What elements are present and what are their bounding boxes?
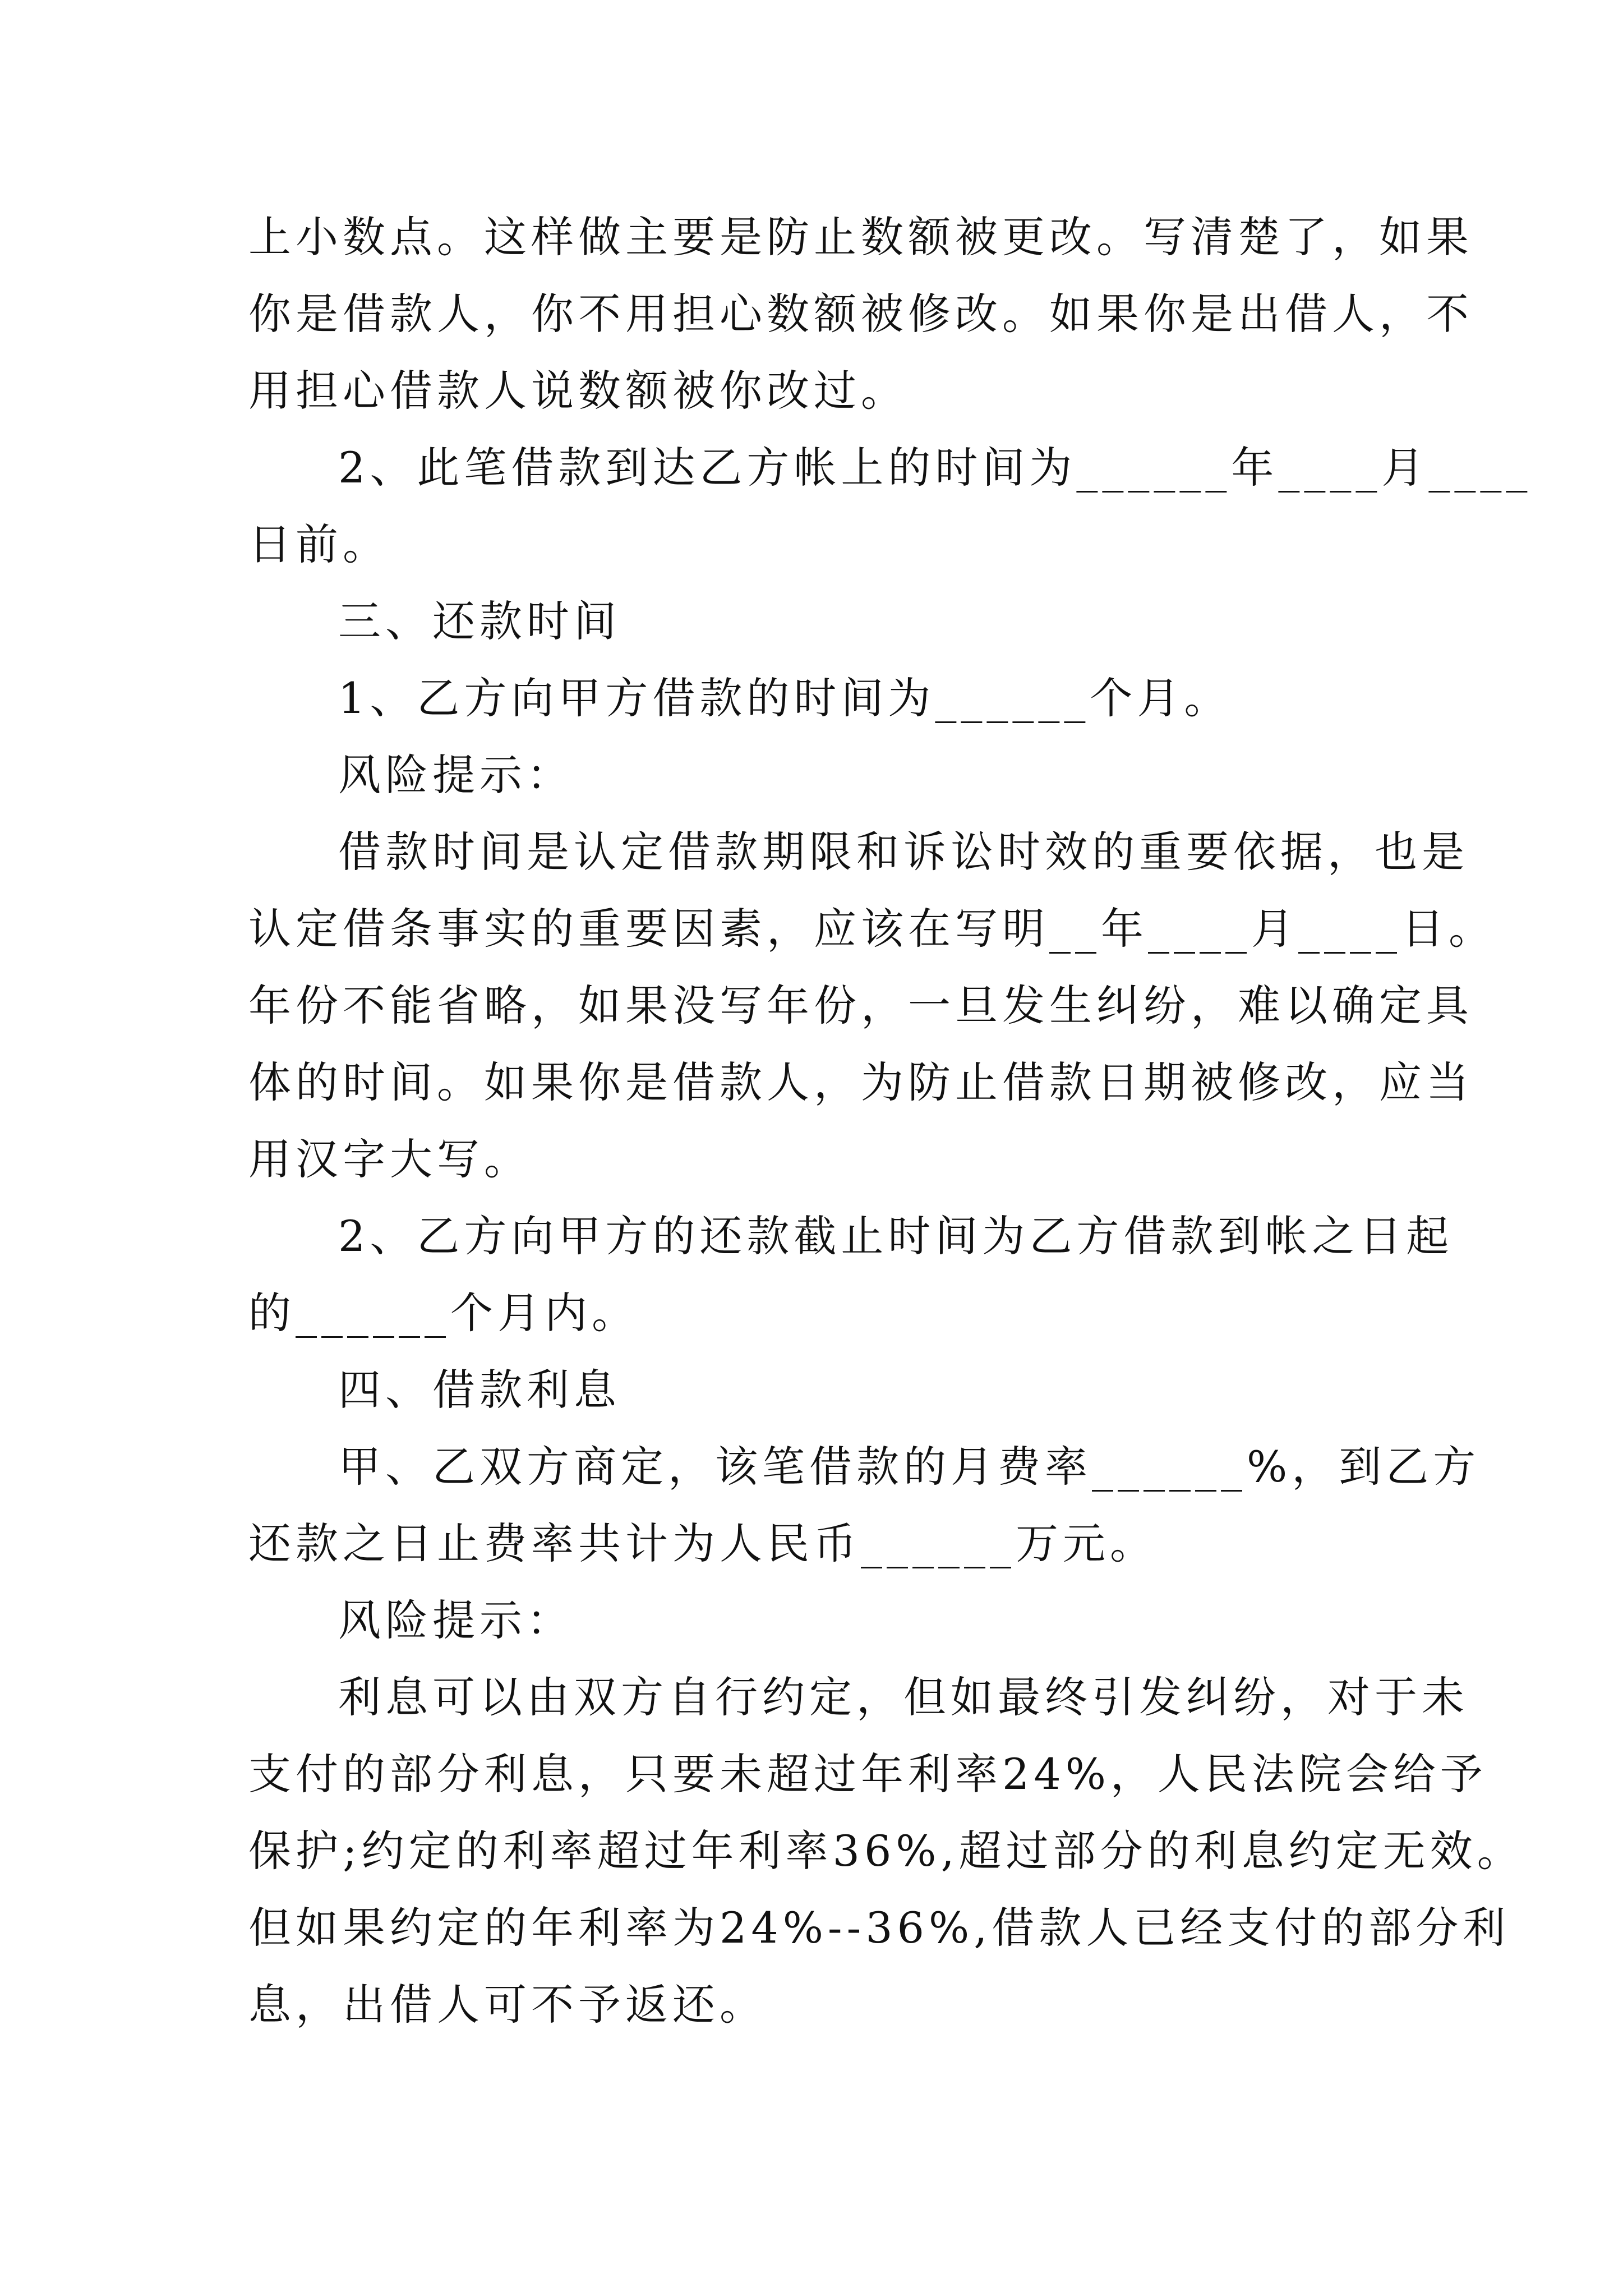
text-line: 利息可以由双方自行约定，但如最终引发纠纷，对于未 [338,1672,1469,1722]
text-line: 的______个月内。 [248,1288,639,1338]
text-line: 认定借条事实的重要因素，应该在写明__年____月____日。 [248,904,1496,954]
text-line: 息，出借人可不予返还。 [248,1980,767,2030]
section-item: 2、此笔借款到达乙方帐上的时间为______年____月____ [338,443,1532,493]
text-line: 用担心借款人说数额被你改过。 [248,366,908,416]
risk-note-heading: 风险提示： [338,1595,574,1645]
text-line: 年份不能省略，如果没写年份，一旦发生纠纷，难以确定具 [248,981,1473,1030]
risk-note-heading: 风险提示： [338,750,574,800]
section-item: 2、乙方向甲方的还款截止时间为乙方借款到帐之日起 [338,1211,1454,1261]
text-line: 用汉字大写。 [248,1134,531,1184]
section-heading: 四、借款利息 [338,1365,621,1415]
text-line: 支付的部分利息，只要未超过年利率24%，人民法院会给予 [248,1749,1487,1799]
section-item: 1、乙方向甲方借款的时间为______个月。 [338,673,1232,723]
text-line: 日前。 [248,519,390,569]
text-line: 甲、乙双方商定，该笔借款的月费率______%，到乙方 [338,1442,1481,1492]
text-line: 上小数点。这样做主要是防止数额被更改。写清楚了，如果 [248,212,1473,262]
text-line: 体的时间。如果你是借款人，为防止借款日期被修改，应当 [248,1057,1473,1107]
text-line: 借款时间是认定借款期限和诉讼时效的重要依据，也是 [338,827,1469,877]
section-heading: 三、还款时间 [338,596,621,646]
text-line: 但如果约定的年利率为24%--36%,借款人已经支付的部分利 [248,1903,1510,1953]
text-line: 还款之日止费率共计为人民币______万元。 [248,1519,1157,1568]
text-line: 你是借款人，你不用担心数额被修改。如果你是出借人，不 [248,289,1473,339]
text-line: 保护;约定的利率超过年利率36%,超过部分的利息约定无效。 [248,1826,1524,1876]
